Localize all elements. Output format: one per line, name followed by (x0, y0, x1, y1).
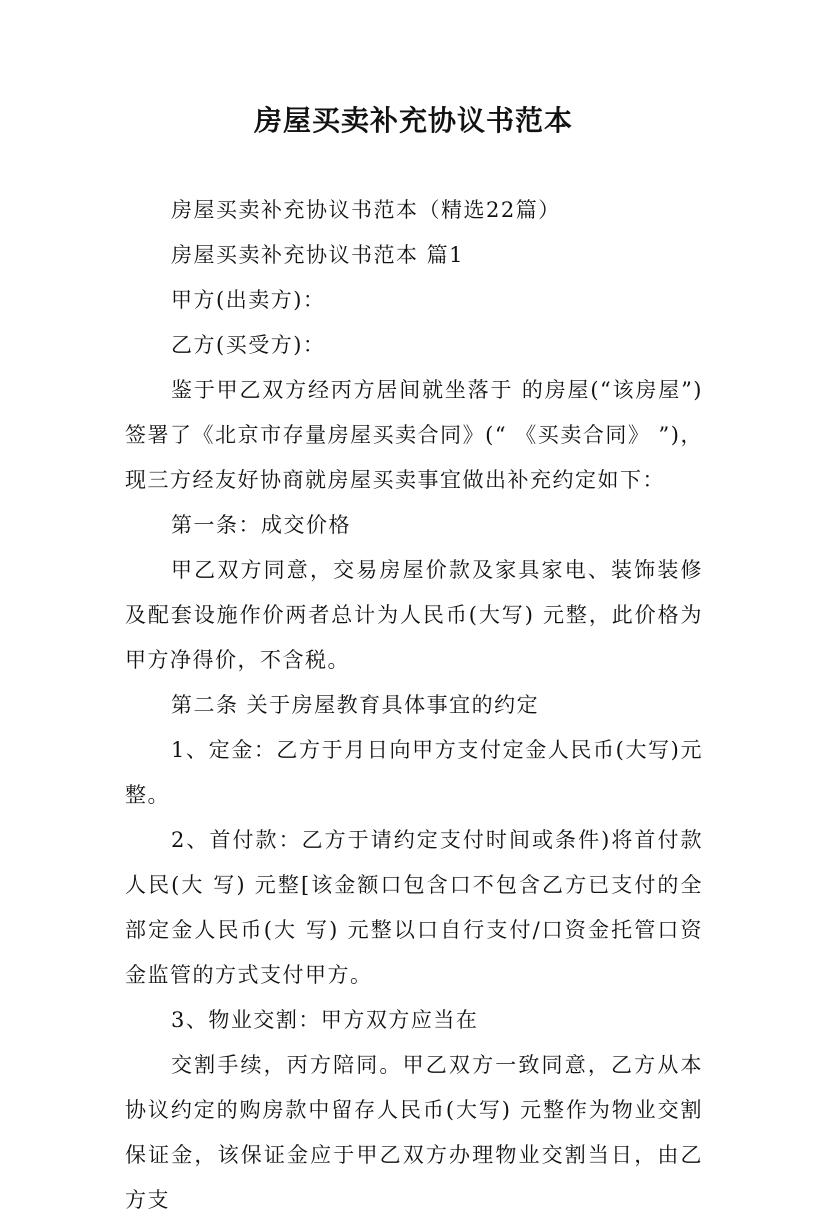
paragraph-article-1-body: 甲乙双方同意，交易房屋价款及家具家电、装饰装修及配套设施作价两者总计为人民币(大写) 元整，此价格为甲方净得价，不含税。 (125, 558, 703, 672)
paragraph-subtitle: 房屋买卖补充协议书范本（精选22篇） (171, 198, 561, 222)
paragraph-party-a: 甲方(出卖方)： (171, 288, 326, 312)
paragraph-section-heading: 房屋买卖补充协议书范本 篇1 (171, 243, 465, 267)
paragraph-preamble: 鉴于甲乙双方经丙方居间就坐落于 的房屋(“该房屋”)签署了《北京市存量房屋买卖合同》(“ 《买卖合同》 ”)，现三方经友好协商就房屋买卖事宜做出补充约定如下： (125, 378, 703, 492)
paragraph-article-2-heading: 第二条 关于房屋教育具体事宜的约定 (171, 693, 540, 717)
paragraph-handover-details: 交割手续，丙方陪同。甲乙双方一致同意，乙方从本协议约定的购房款中留存人民币(大写) 元整作为物业交割保证金，该保证金应于甲乙双方办理物业交割当日，由乙方支 (125, 1053, 703, 1212)
paragraph-article-1-heading: 第一条：成交价格 (171, 513, 351, 537)
document-body (125, 188, 703, 1223)
paragraph-down-payment: 2、首付款：乙方于请约定支付时间或条件)将首付款人民(大 写) 元整[该金额口包含口不包含乙方已支付的全部定金人民币(大 写) 元整以口自行支付/口资金托管口资金监管的方式支付甲方。 (125, 828, 703, 987)
paragraph-deposit: 1、定金：乙方于月日向甲方支付定金人民币(大写)元整。 (125, 738, 703, 807)
paragraph-party-b: 乙方(买受方)： (171, 333, 326, 357)
paragraph-property-handover: 3、物业交割：甲方双方应当在 (171, 1008, 479, 1032)
document-title: 房屋买卖补充协议书范本 (253, 104, 573, 137)
